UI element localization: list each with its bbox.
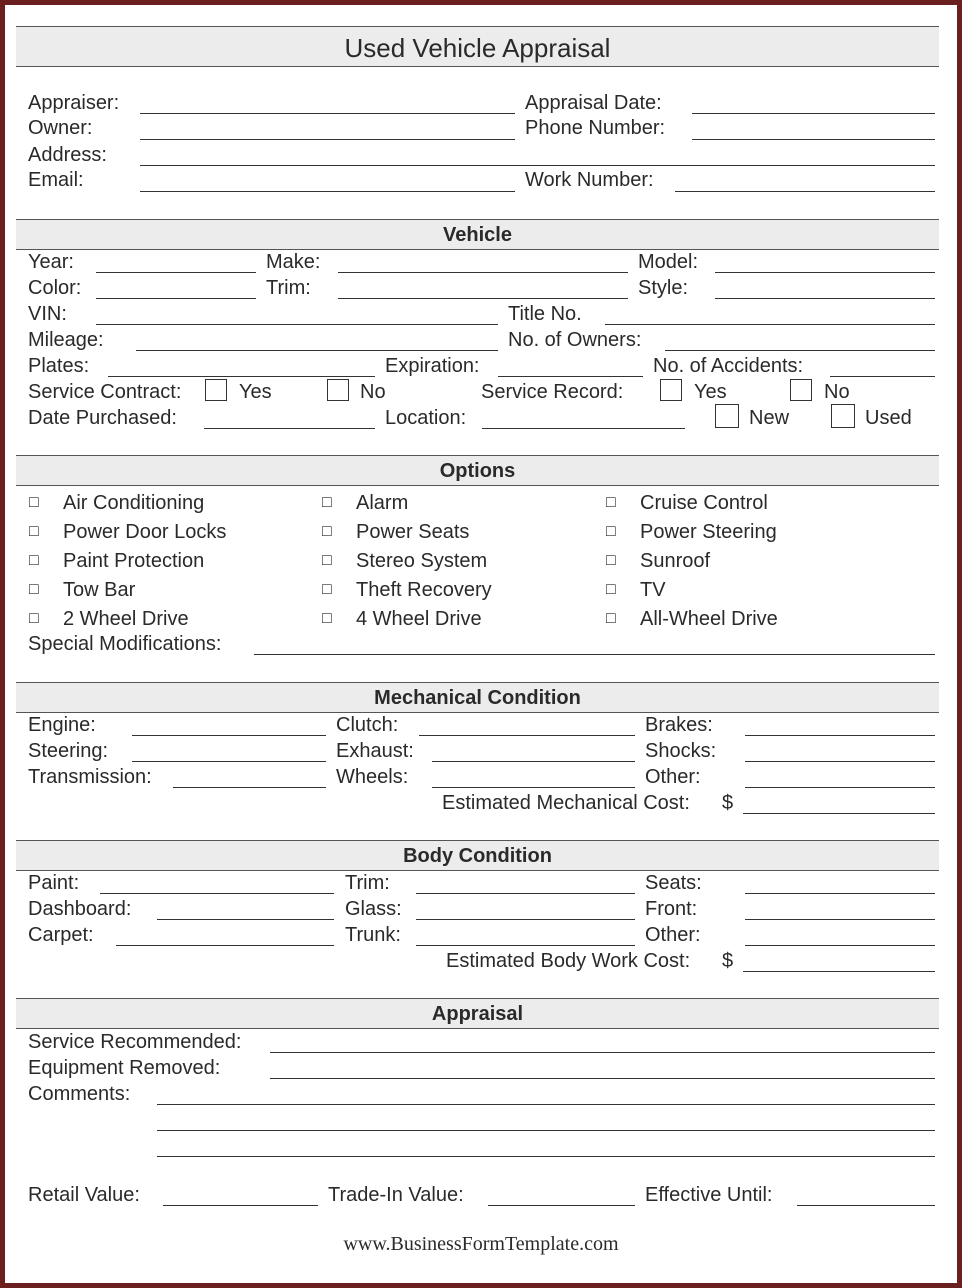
model-label: Model:: [638, 251, 699, 273]
special-modifications-field[interactable]: [254, 654, 935, 655]
service-contract-no-label: No: [360, 381, 386, 403]
clutch-label: Clutch:: [336, 714, 399, 736]
service-contract-yes-checkbox[interactable]: [205, 379, 227, 401]
vehicle-section-header: [16, 219, 939, 250]
option-label: Cruise Control: [640, 492, 768, 514]
option-checkbox-icon[interactable]: □: [606, 581, 616, 598]
option-checkbox-icon[interactable]: □: [606, 494, 616, 511]
option-checkbox-icon[interactable]: □: [29, 494, 39, 511]
front-field[interactable]: [745, 919, 935, 920]
option-label: Tow Bar: [63, 579, 136, 601]
comments-label: Comments:: [28, 1083, 131, 1105]
mileage-label: Mileage:: [28, 329, 104, 351]
no-of-owners-field[interactable]: [665, 350, 935, 351]
color-label: Color:: [28, 277, 82, 299]
mileage-field[interactable]: [136, 350, 498, 351]
service-recommended-field[interactable]: [270, 1052, 935, 1053]
plates-field[interactable]: [108, 376, 375, 377]
owner-label: Owner:: [28, 117, 93, 139]
trim-field[interactable]: [338, 298, 628, 299]
vehicle-heading: Vehicle: [443, 224, 512, 246]
transmission-label: Transmission:: [28, 766, 152, 788]
appraisal-section-header: [16, 998, 939, 1029]
address-label: Address:: [28, 144, 107, 166]
option-label: Power Steering: [640, 521, 777, 543]
glass-field[interactable]: [416, 919, 635, 920]
appraiser-label: Appraiser:: [28, 92, 120, 114]
location-label: Location:: [385, 407, 467, 429]
engine-label: Engine:: [28, 714, 96, 736]
body-heading: Body Condition: [403, 845, 552, 867]
options-heading: Options: [439, 460, 516, 482]
steering-field[interactable]: [132, 761, 326, 762]
engine-field[interactable]: [132, 735, 326, 736]
option-checkbox-icon[interactable]: □: [29, 610, 39, 627]
option-checkbox-icon[interactable]: □: [322, 494, 332, 511]
option-checkbox-icon[interactable]: □: [322, 610, 332, 627]
service-contract-no-checkbox[interactable]: [327, 379, 349, 401]
option-label: Alarm: [356, 492, 409, 514]
plates-label: Plates:: [28, 355, 90, 377]
wheels-field[interactable]: [432, 787, 635, 788]
body-section-header: [16, 840, 939, 871]
effective-until-field[interactable]: [797, 1205, 935, 1206]
glass-label: Glass:: [345, 898, 402, 920]
option-label: Power Seats: [356, 521, 470, 543]
service-record-label: Service Record:: [481, 381, 624, 403]
body-trim-field[interactable]: [416, 893, 635, 894]
option-label: TV: [640, 579, 666, 601]
style-field[interactable]: [715, 298, 935, 299]
body-trim-label: Trim:: [345, 872, 390, 894]
front-label: Front:: [645, 898, 698, 920]
owner-field[interactable]: [140, 139, 515, 140]
comments-line[interactable]: [157, 1104, 935, 1105]
email-label: Email:: [28, 169, 84, 191]
brakes-field[interactable]: [745, 735, 935, 736]
option-label: Paint Protection: [63, 550, 205, 572]
form-title: Used Vehicle Appraisal: [344, 33, 611, 63]
option-checkbox-icon[interactable]: □: [322, 552, 332, 569]
option-label: 2 Wheel Drive: [63, 608, 189, 630]
date-purchased-label: Date Purchased:: [28, 407, 177, 429]
options-section-header: [16, 455, 939, 486]
exhaust-label: Exhaust:: [336, 740, 414, 762]
trunk-label: Trunk:: [345, 924, 401, 946]
used-label: Used: [865, 407, 912, 429]
seats-field[interactable]: [745, 893, 935, 894]
work-number-label: Work Number:: [525, 169, 654, 191]
phone-number-field[interactable]: [692, 139, 935, 140]
seats-label: Seats:: [645, 872, 702, 894]
service-recommended-label: Service Recommended:: [28, 1031, 242, 1053]
appraisal-heading: Appraisal: [431, 1003, 524, 1025]
effective-until-label: Effective Until:: [645, 1184, 773, 1206]
new-label: New: [749, 407, 790, 429]
option-label: Theft Recovery: [356, 579, 492, 601]
title-no-label: Title No.: [508, 303, 582, 325]
dashboard-field[interactable]: [157, 919, 334, 920]
exhaust-field[interactable]: [432, 761, 635, 762]
body-currency-label: $: [722, 950, 734, 972]
trunk-field[interactable]: [416, 945, 635, 946]
service-record-no-label: No: [824, 381, 850, 403]
comments-line[interactable]: [157, 1156, 935, 1157]
form-page: [5, 5, 957, 1283]
address-field[interactable]: [140, 165, 935, 166]
year-field[interactable]: [96, 272, 256, 273]
option-label: Power Door Locks: [63, 521, 227, 543]
option-checkbox-icon[interactable]: □: [29, 552, 39, 569]
comments-line[interactable]: [157, 1130, 935, 1131]
dashboard-label: Dashboard:: [28, 898, 132, 920]
color-field[interactable]: [96, 298, 256, 299]
option-label: Sunroof: [640, 550, 711, 572]
option-checkbox-icon[interactable]: □: [606, 610, 616, 627]
appraisal-date-label: Appraisal Date:: [525, 92, 662, 114]
estimated-mechanical-cost-field[interactable]: [743, 813, 935, 814]
trade-in-value-field[interactable]: [488, 1205, 635, 1206]
option-label: 4 Wheel Drive: [356, 608, 482, 630]
option-checkbox-icon[interactable]: □: [606, 552, 616, 569]
date-purchased-field[interactable]: [204, 428, 375, 429]
shocks-field[interactable]: [745, 761, 935, 762]
retail-value-field[interactable]: [163, 1205, 318, 1206]
title-band: [16, 26, 939, 67]
paint-label: Paint:: [28, 872, 80, 894]
service-record-yes-label: Yes: [694, 381, 727, 403]
equipment-removed-field[interactable]: [270, 1078, 935, 1079]
no-of-owners-label: No. of Owners:: [508, 329, 642, 351]
mechanical-currency-label: $: [722, 792, 734, 814]
work-number-field[interactable]: [675, 191, 935, 192]
option-checkbox-icon[interactable]: □: [322, 581, 332, 598]
mechanical-section-header: [16, 682, 939, 713]
estimated-body-cost-label: Estimated Body Work Cost:: [446, 950, 691, 972]
mechanical-other-label: Other:: [645, 766, 701, 788]
appraisal-date-field[interactable]: [692, 113, 935, 114]
equipment-removed-label: Equipment Removed:: [28, 1057, 221, 1079]
title-no-field[interactable]: [605, 324, 935, 325]
mechanical-other-field[interactable]: [745, 787, 935, 788]
mechanical-heading: Mechanical Condition: [374, 687, 581, 709]
make-field[interactable]: [338, 272, 628, 273]
appraiser-field[interactable]: [140, 113, 515, 114]
wheels-label: Wheels:: [336, 766, 409, 788]
option-label: All-Wheel Drive: [640, 608, 778, 630]
service-contract-label: Service Contract:: [28, 381, 182, 403]
model-field[interactable]: [715, 272, 935, 273]
estimated-body-cost-field[interactable]: [743, 971, 935, 972]
service-contract-yes-label: Yes: [239, 381, 272, 403]
estimated-mechanical-cost-label: Estimated Mechanical Cost:: [442, 792, 690, 814]
expiration-field[interactable]: [498, 376, 643, 377]
carpet-field[interactable]: [116, 945, 334, 946]
style-label: Style:: [638, 277, 689, 299]
year-label: Year:: [28, 251, 74, 273]
brakes-label: Brakes:: [645, 714, 713, 736]
trim-label: Trim:: [266, 277, 311, 299]
location-field[interactable]: [482, 428, 685, 429]
option-checkbox-icon[interactable]: □: [322, 523, 332, 540]
option-label: Stereo System: [356, 550, 488, 572]
carpet-label: Carpet:: [28, 924, 94, 946]
email-field[interactable]: [140, 191, 515, 192]
clutch-field[interactable]: [419, 735, 635, 736]
body-other-label: Other:: [645, 924, 701, 946]
used-checkbox[interactable]: [831, 404, 855, 428]
vin-field[interactable]: [96, 324, 498, 325]
vin-label: VIN:: [28, 303, 67, 325]
option-checkbox-icon[interactable]: □: [29, 523, 39, 540]
shocks-label: Shocks:: [645, 740, 717, 762]
transmission-field[interactable]: [173, 787, 326, 788]
steering-label: Steering:: [28, 740, 109, 762]
phone-number-label: Phone Number:: [525, 117, 666, 139]
no-of-accidents-label: No. of Accidents:: [653, 355, 804, 377]
option-label: Air Conditioning: [63, 492, 205, 514]
retail-value-label: Retail Value:: [28, 1184, 140, 1206]
option-checkbox-icon[interactable]: □: [29, 581, 39, 598]
make-label: Make:: [266, 251, 321, 273]
special-modifications-label: Special Modifications:: [28, 633, 222, 655]
no-of-accidents-field[interactable]: [830, 376, 935, 377]
new-checkbox[interactable]: [715, 404, 739, 428]
expiration-label: Expiration:: [385, 355, 480, 377]
service-record-no-checkbox[interactable]: [790, 379, 812, 401]
body-other-field[interactable]: [745, 945, 935, 946]
trade-in-value-label: Trade-In Value:: [328, 1184, 464, 1206]
footer-website: www.BusinessFormTemplate.com: [343, 1233, 619, 1255]
option-checkbox-icon[interactable]: □: [606, 523, 616, 540]
service-record-yes-checkbox[interactable]: [660, 379, 682, 401]
paint-field[interactable]: [100, 893, 334, 894]
